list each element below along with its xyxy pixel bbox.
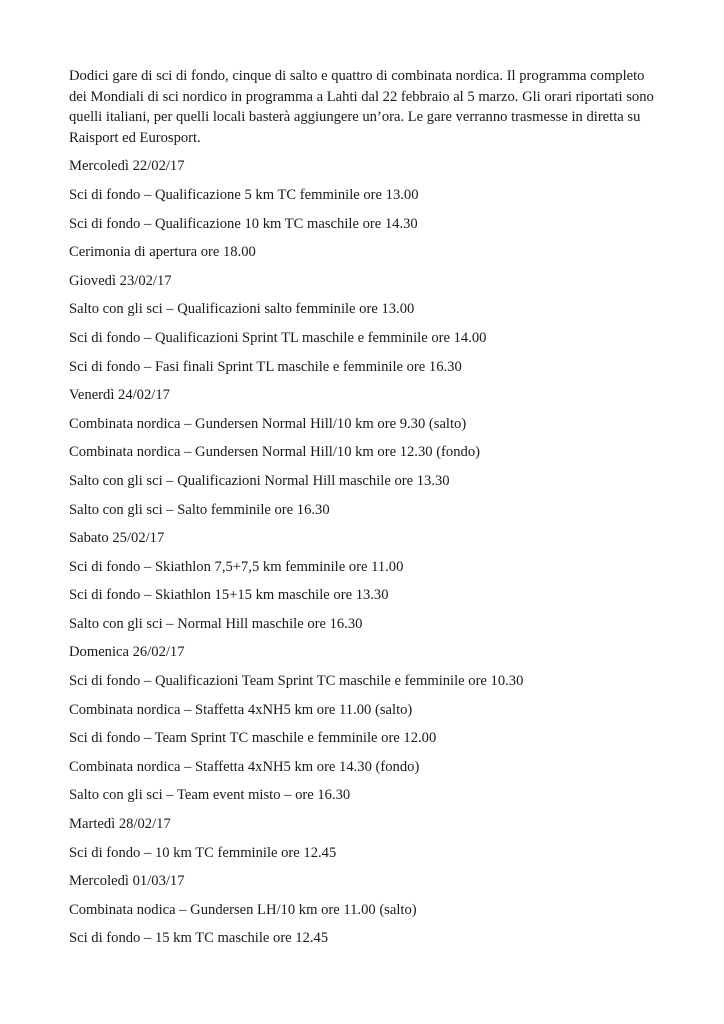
schedule-line: Sci di fondo – Skiathlon 7,5+7,5 km femminile ore 11.00	[69, 558, 404, 575]
schedule-line: Sci di fondo – Skiathlon 15+15 km maschile ore 13.30	[69, 587, 389, 604]
schedule-line: Salto con gli sci – Salto femminile ore 16.30	[69, 501, 330, 518]
schedule-line: Sci di fondo – Team Sprint TC maschile e femminile ore 12.00	[69, 730, 437, 747]
document-page	[69, 66, 659, 957]
schedule-line: Giovedì 23/02/17	[69, 272, 172, 289]
schedule-line: Sci di fondo – 15 km TC maschile ore 12.45	[69, 930, 329, 947]
schedule-line: Sci di fondo – Qualificazioni Sprint TL maschile e femminile ore 14.00	[69, 329, 487, 346]
schedule-line: Sci di fondo – Qualificazione 10 km TC maschile ore 14.30	[69, 215, 418, 232]
schedule-line: Combinata nordica – Staffetta 4xNH5 km ore 14.30 (fondo)	[69, 758, 420, 775]
schedule-line: Combinata nordica – Staffetta 4xNH5 km ore 11.00 (salto)	[69, 701, 413, 718]
schedule-line: Sabato 25/02/17	[69, 530, 165, 547]
schedule-line: Sci di fondo – Qualificazione 5 km TC femminile ore 13.00	[69, 186, 419, 203]
schedule-line: Cerimonia di apertura ore 18.00	[69, 244, 256, 261]
schedule-line: Salto con gli sci – Qualificazioni Normal Hill maschile ore 13.30	[69, 472, 450, 489]
schedule-line: Martedì 28/02/17	[69, 816, 171, 833]
schedule-line: Sci di fondo – Qualificazioni Team Sprint TC maschile e femminile ore 10.30	[69, 673, 524, 690]
schedule-line: Combinata nordica – Gundersen Normal Hill/10 km ore 9.30 (salto)	[69, 415, 467, 432]
schedule-line: Mercoledì 22/02/17	[69, 158, 185, 175]
schedule-line: Salto con gli sci – Normal Hill maschile ore 16.30	[69, 615, 363, 632]
schedule-line: Mercoledì 01/03/17	[69, 873, 185, 890]
schedule-line: Salto con gli sci – Team event misto – ore 16.30	[69, 787, 351, 804]
schedule-line: Venerdì 24/02/17	[69, 387, 170, 404]
schedule-line: Domenica 26/02/17	[69, 644, 185, 661]
schedule-line: Combinata nodica – Gundersen LH/10 km ore 11.00 (salto)	[69, 901, 417, 918]
schedule-line: Sci di fondo – 10 km TC femminile ore 12.45	[69, 844, 337, 861]
schedule-line: Combinata nordica – Gundersen Normal Hill/10 km ore 12.30 (fondo)	[69, 444, 480, 461]
schedule-list	[69, 156, 659, 948]
intro-paragraph: Dodici gare di sci di fondo, cinque di salto e quattro di combinata nordica. Il programma completo dei Mondiali di sci nordico in programma a Lahti dal 22 febbraio al 5 marzo. Gli orari riportati sono quelli italiani, per quelli locali basterà aggiungere un’ora. Le gare verranno trasmesse in diretta su Raisport ed Eurosport.	[69, 68, 654, 146]
schedule-line: Salto con gli sci – Qualificazioni salto femminile ore 13.00	[69, 301, 415, 318]
schedule-line: Sci di fondo – Fasi finali Sprint TL maschile e femminile ore 16.30	[69, 358, 462, 375]
